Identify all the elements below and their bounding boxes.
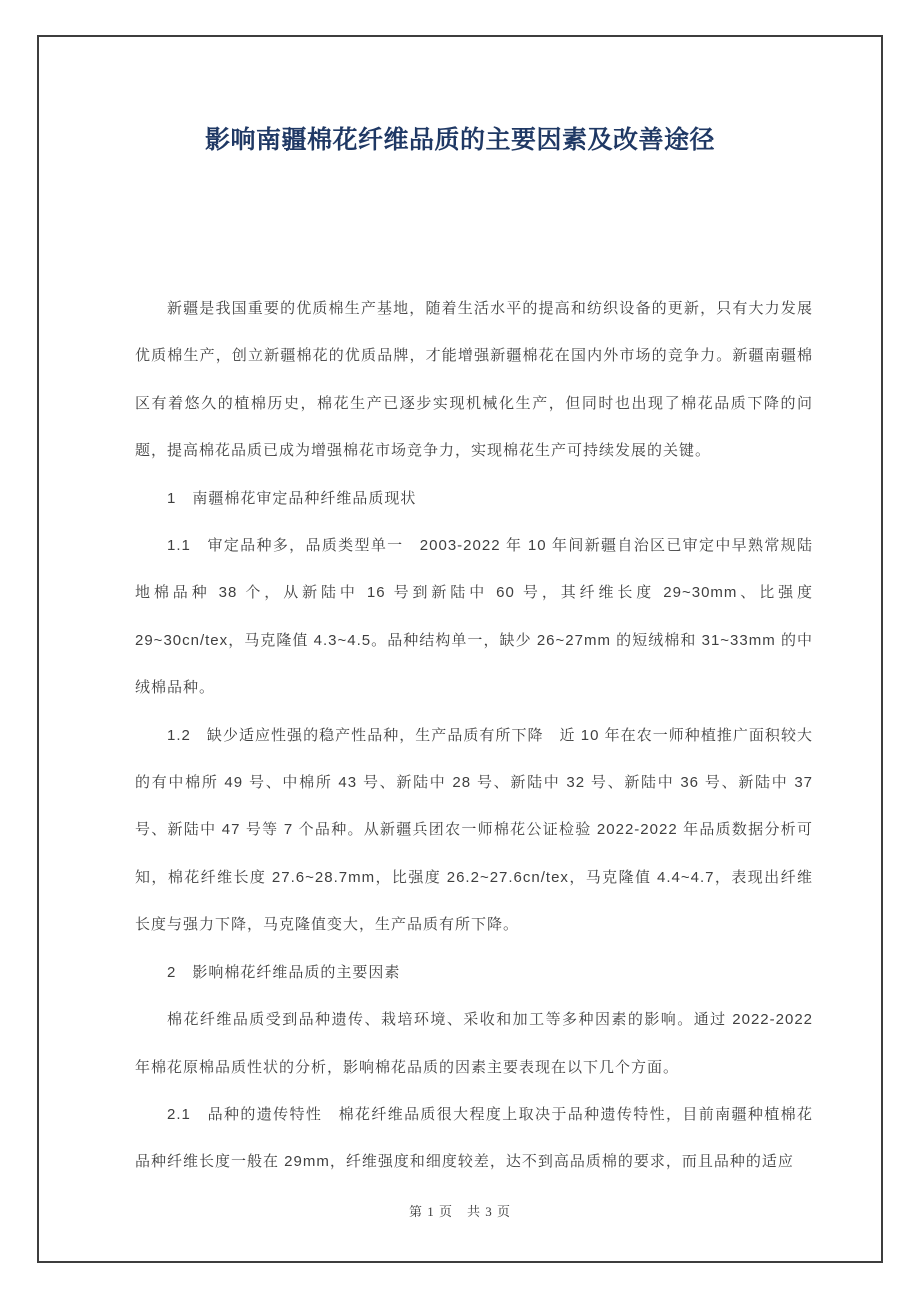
- paragraph-1-1: 1.1 审定品种多，品质类型单一 2003-2022 年 10 年间新疆自治区已审定中早熟常规陆地棉品种 38 个，从新陆中 16 号到新陆中 60 号，其纤维长度 29~30mm、比强度 29~30cn/tex，马克隆值 4.3~4.5。品种结构单一，缺少 26~27mm 的短绒棉和 31~33mm 的中绒棉品种。: [135, 537, 813, 697]
- document-title: 影响南疆棉花纤维品质的主要因素及改善途径: [204, 126, 715, 154]
- section-heading-2: 2 影响棉花纤维品质的主要因素: [167, 963, 401, 981]
- paragraph-2-intro: 棉花纤维品质受到品种遗传、栽培环境、采收和加工等多种因素的影响。通过 2022-2022 年棉花原棉品质性状的分析，影响棉花品质的因素主要表现在以下几个方面。: [135, 1011, 813, 1076]
- paragraph-intro: 新疆是我国重要的优质棉生产基地，随着生活水平的提高和纺织设备的更新，只有大力发展优质棉生产，创立新疆棉花的优质品牌，才能增强新疆棉花在国内外市场的竞争力。新疆南疆棉区有着悠久的植棉历史，棉花生产已逐步实现机械化生产，但同时也出现了棉花品质下降的问题，提高棉花品质已成为增强棉花市场竞争力，实现棉花生产可持续发展的关键。: [135, 300, 813, 460]
- paragraph-2-1: 2.1 品种的遗传特性 棉花纤维品质很大程度上取决于品种遗传特性，目前南疆种植棉花品种纤维长度一般在 29mm，纤维强度和细度较差，达不到高品质棉的要求，而且品种的适应: [135, 1105, 813, 1171]
- section-heading-1: 1 南疆棉花审定品种纤维品质现状: [167, 489, 417, 507]
- page-footer: 第 1 页 共 3 页: [408, 1204, 511, 1219]
- paragraph-1-2: 1.2 缺少适应性强的稳产性品种，生产品质有所下降 近 10 年在农一师种植推广面积较大的有中棉所 49 号、中棉所 43 号、新陆中 28 号、新陆中 32 号、新陆中 36 号、新陆中 37 号、新陆中 47 号等 7 个品种。从新疆兵团农一师棉花公证检验 2022-2022 年品质数据分析可知，棉花纤维长度 27.6~28.7mm，比强度 26.2~27.6cn/tex，马克隆值 4.4~4.7，表现出纤维长度与强力下降，马克隆值变大，生产品质有所下降。: [135, 726, 813, 934]
- document-body: [135, 285, 813, 1186]
